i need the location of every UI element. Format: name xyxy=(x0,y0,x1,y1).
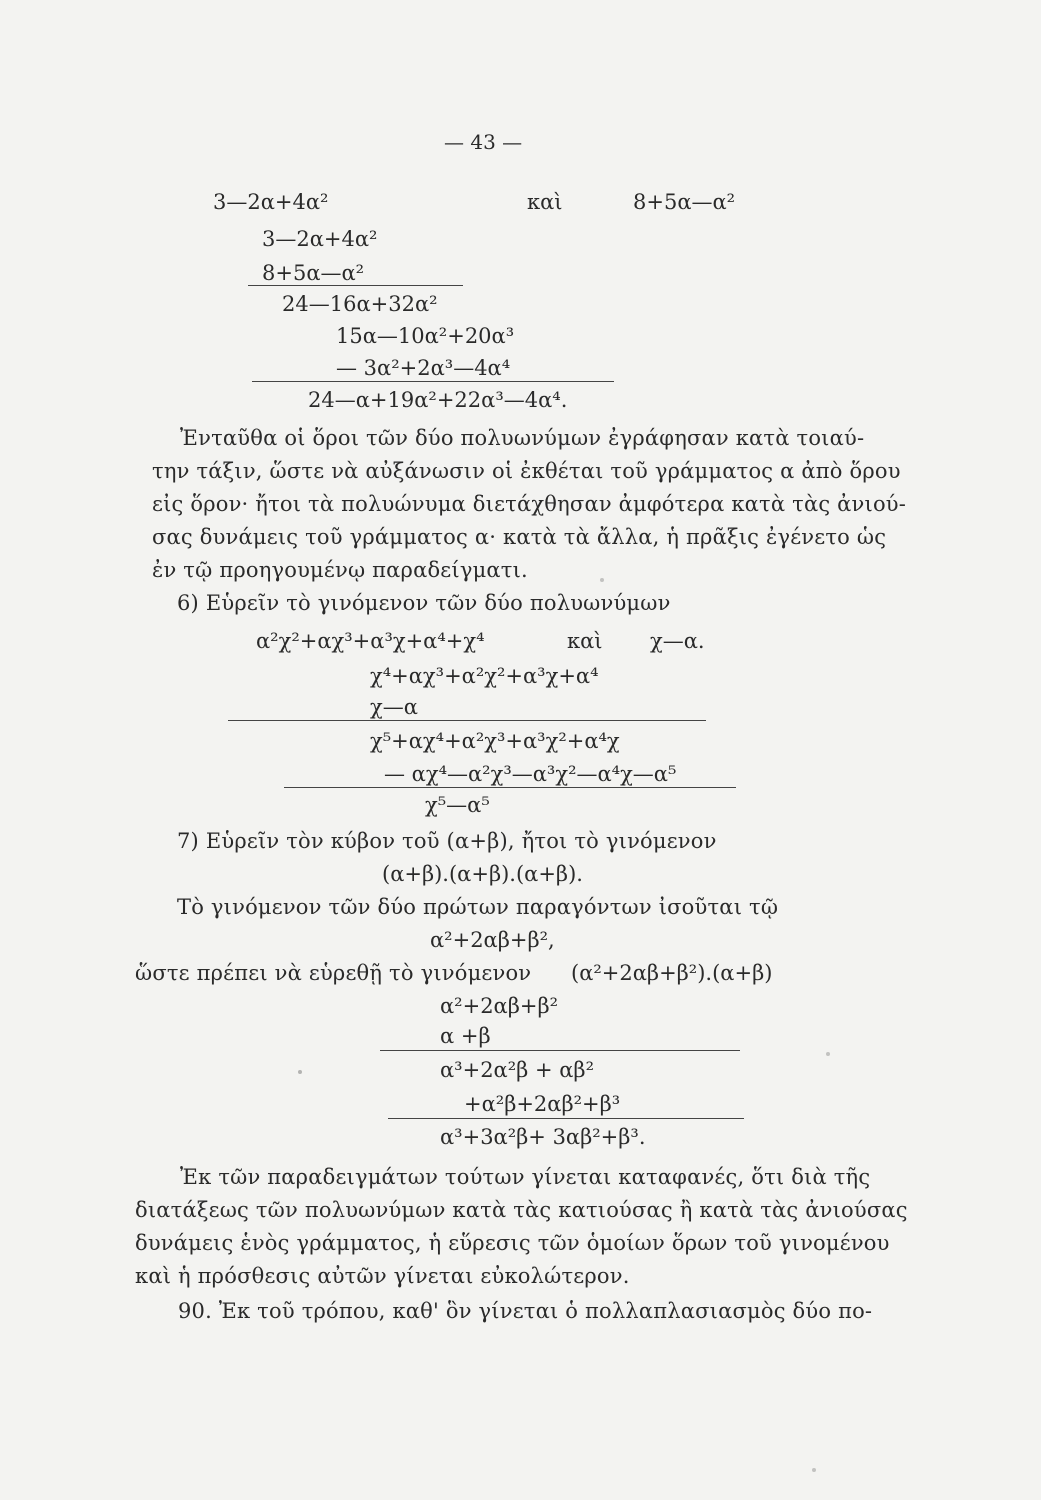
ex7-line-1: Τὸ γινόμενον τῶν δύο πρώτων παραγόντων ἰσοῦται τῷ xyxy=(177,895,779,919)
para1-line-4: σας δυνάμεις τοῦ γράμματος α· κατὰ τὰ ἄλλα, ἡ πρᾶξις ἐγένετο ὡς xyxy=(152,525,887,549)
ex6-multiplicand: χ⁴+αχ³+α²χ²+α³χ+α⁴ xyxy=(370,664,599,688)
ex1-rule-2 xyxy=(252,381,614,382)
para3-line-1: 90. Ἐκ τοῦ τρόπου, καθ' ὃν γίνεται ὁ πολλαπλασιασμὸς δύο πο- xyxy=(178,1299,873,1323)
scan-speck xyxy=(298,1070,302,1074)
ex1-header-left: 3—2α+4α² xyxy=(213,190,329,214)
ex6-partial-1: χ⁵+αχ⁴+α²χ³+α³χ²+α⁴χ xyxy=(370,729,620,753)
ex7-rule-1 xyxy=(380,1050,740,1051)
ex1-rule-1 xyxy=(248,285,463,286)
para2-line-3: δυνάμεις ἑνὸς γράμματος, ἡ εὕρεσις τῶν ὁμοίων ὅρων τοῦ γινομένου xyxy=(135,1231,890,1255)
ex1-partial-1: 24—16α+32α² xyxy=(282,292,438,316)
ex6-result: χ⁵—α⁵ xyxy=(425,793,490,817)
ex7-multiplier: α +β xyxy=(440,1024,491,1048)
ex6-header-and: καὶ xyxy=(567,629,603,653)
para1-line-3: εἰς ὅρον· ἤτοι τὰ πολυώνυμα διετάχθησαν ἀμφότερα κατὰ τὰς ἀνιού- xyxy=(152,492,907,516)
ex7-partial-2: +α²β+2αβ²+β³ xyxy=(464,1092,621,1116)
ex1-partial-2: 15α—10α²+20α³ xyxy=(336,324,515,348)
para1-line-2: την τάξιν, ὥστε νὰ αὐξάνωσιν οἱ ἐκθέται τοῦ γράμματος α ἀπὸ ὅρου xyxy=(152,459,901,483)
para2-line-2: διατάξεως τῶν πολυωνύμων κατὰ τὰς κατιούσας ἢ κατὰ τὰς ἀνιούσας xyxy=(135,1198,908,1222)
ex6-header-left: α²χ²+αχ³+α³χ+α⁴+χ⁴ xyxy=(256,629,485,653)
ex7-result: α³+3α²β+ 3αβ²+β³. xyxy=(440,1125,646,1149)
ex1-multiplier: 8+5α—α² xyxy=(262,261,365,285)
para2-line-4: καὶ ἡ πρόσθεσις αὐτῶν γίνεται εὐκολώτερον. xyxy=(135,1264,630,1288)
para1-line-5: ἐν τῷ προηγουμένῳ παραδείγματι. xyxy=(152,558,528,582)
ex6-rule-2 xyxy=(284,787,736,788)
ex6-heading: 6) Εὑρεῖν τὸ γινόμενον τῶν δύο πολυωνύμων xyxy=(177,591,671,615)
para1-line-1: Ἐνταῦθα οἱ ὅροι τῶν δύο πολυωνύμων ἐγράφησαν κατὰ τοιαύ- xyxy=(180,426,865,450)
ex7-line-2: ὥστε πρέπει νὰ εὑρεθῇ τὸ γινόμενον xyxy=(135,961,532,985)
ex1-multiplicand: 3—2α+4α² xyxy=(262,227,378,251)
ex1-header-and: καὶ xyxy=(527,190,563,214)
ex7-heading: 7) Εὑρεῖν τὸν κύβον τοῦ (α+β), ἤτοι τὸ γινόμενον xyxy=(177,829,717,853)
ex7-line-2-expr: (α²+2αβ+β²).(α+β) xyxy=(571,961,773,985)
ex1-header-right: 8+5α—α² xyxy=(633,190,736,214)
ex6-partial-2: — αχ⁴—α²χ³—α³χ²—α⁴χ—α⁵ xyxy=(384,762,677,786)
ex7-partial-1: α³+2α²β + αβ² xyxy=(440,1058,594,1082)
scan-speck xyxy=(826,1052,830,1056)
para2-line-1: Ἐκ τῶν παραδειγμάτων τούτων γίνεται καταφανές, ὅτι διὰ τῆς xyxy=(180,1165,871,1189)
ex1-partial-3: — 3α²+2α³—4α⁴ xyxy=(336,356,511,380)
ex6-rule-1 xyxy=(228,720,706,721)
ex7-multiplicand: α²+2αβ+β² xyxy=(440,994,559,1018)
scan-speck xyxy=(600,578,604,582)
ex1-result: 24—α+19α²+22α³—4α⁴. xyxy=(308,388,568,412)
ex7-rule-2 xyxy=(388,1118,744,1119)
ex7-line-1-expr: α²+2αβ+β², xyxy=(430,928,555,952)
ex6-multiplier: χ—α xyxy=(370,695,418,719)
page-number: — 43 — xyxy=(444,130,523,154)
scan-speck xyxy=(812,1468,816,1472)
ex6-header-right: χ—α. xyxy=(650,629,705,653)
ex7-product: (α+β).(α+β).(α+β). xyxy=(382,862,583,886)
